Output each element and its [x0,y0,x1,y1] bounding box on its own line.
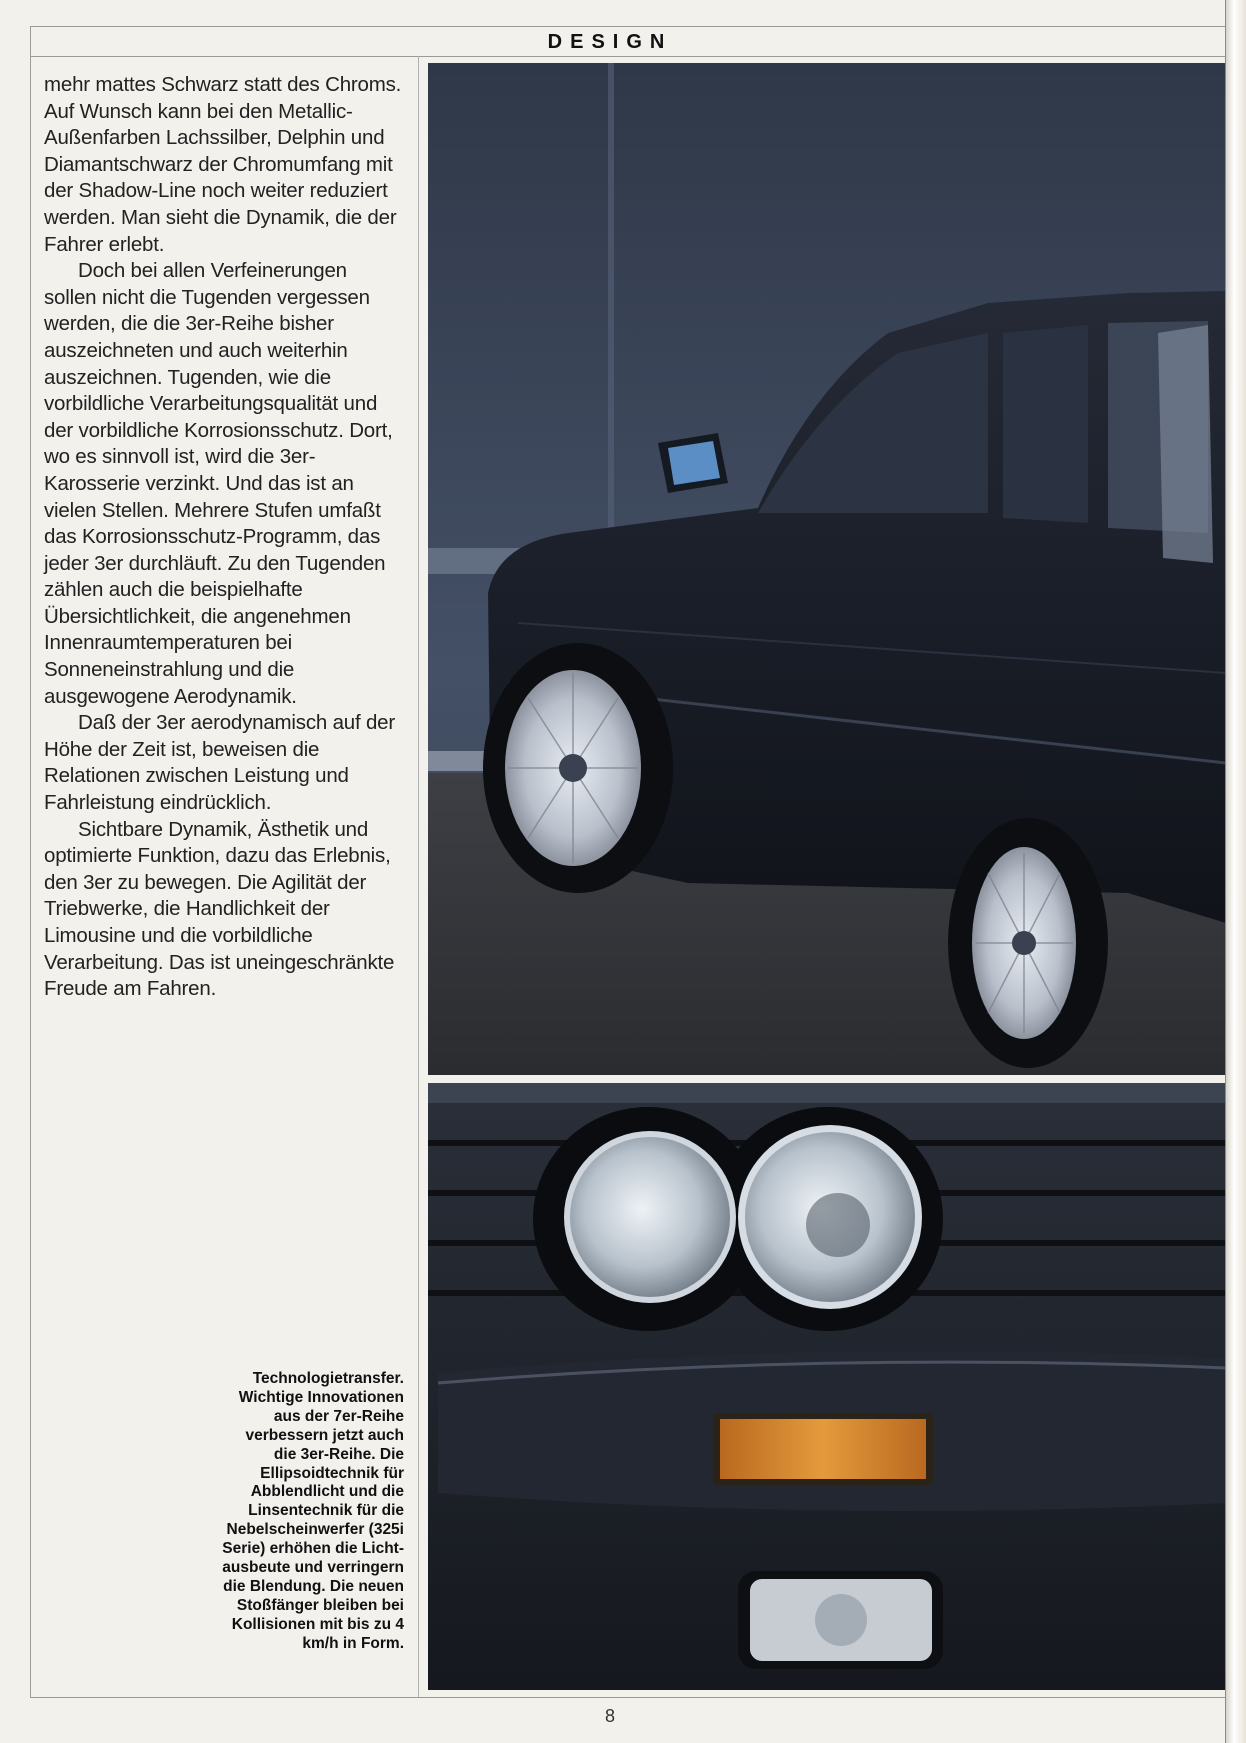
header-bottom-rule [30,56,1230,57]
section-title: DESIGN [547,31,673,53]
body-paragraph: Doch bei allen Verfeinerungen sollen nicht die Tugenden vergessen werden, die die 3er-Reihe bisher auszeichneten und auch weiterhin auszeichnen. Tugenden, wie die vorbildliche Verarbeitungsqualität und der vorbildliche Korrosionsschutz. Dort, wo es sinnvoll ist, wird die 3er-Karosserie verzinkt. Und das ist an vielen Stellen. Mehrere Stufen umfaßt das Korrosionsschutz-Programm, das jeder 3er durchläuft. Zu den Tugenden zählen auch die beispielhafte Übersichtlichkeit, die angenehmen Innenraumtemperaturen bei Sonneneinstrahlung und die ausgewogene Aerodynamik. [44,259,393,708]
header-top-rule [30,26,1230,27]
column-divider-rule [418,56,419,1698]
binding-edge [1225,0,1226,1743]
headlight-closeup-photo [428,1083,1226,1690]
body-text-column [44,72,402,1003]
body-paragraph: mehr mattes Schwarz statt des Chroms. Auf Wunsch kann bei den Metallic-Außenfarben Lachssilber, Delphin und Diamantschwarz der Chromumfang mit der Shadow-Line noch weiter reduziert werden. Man sieht die Dynamik, die der Fahrer erlebt. [44,73,402,256]
body-paragraph: Sichtbare Dynamik, Ästhetik und optimierte Funktion, dazu das Erlebnis, den 3er zu bewegen. Die Agilität der Triebwerke, die Handlichkeit der Limousine und die vorbildliche Verarbeitung. Das ist uneingeschränkte Freude am Fahren. [44,817,395,1001]
car-side-photo [428,63,1226,1075]
body-paragraph: Daß der 3er aerodynamisch auf der Höhe der Zeit ist, beweisen die Relationen zwischen Leistung und Fahrleistung eindrücklich. [44,711,396,815]
page-number: 8 [604,1706,615,1726]
binding-spine [1226,0,1246,1743]
photo-caption: Technologietransfer. Wichtige Innovationen aus der 7er-Reihe verbessern jetzt auch die 3er-Reihe. Die Ellipsoidtechnik für Abblendlicht und die Linsentechnik für die Nebelscheinwerfer (325i Serie) erhöhen die Lichtausbeute und verringern die Blendung. Die neuen Stoßfänger bleiben bei Kollisionen mit bis zu 4 km/h in Form. [222,1370,404,1652]
footer-rule [30,1697,1230,1698]
left-margin-rule [30,26,31,1698]
